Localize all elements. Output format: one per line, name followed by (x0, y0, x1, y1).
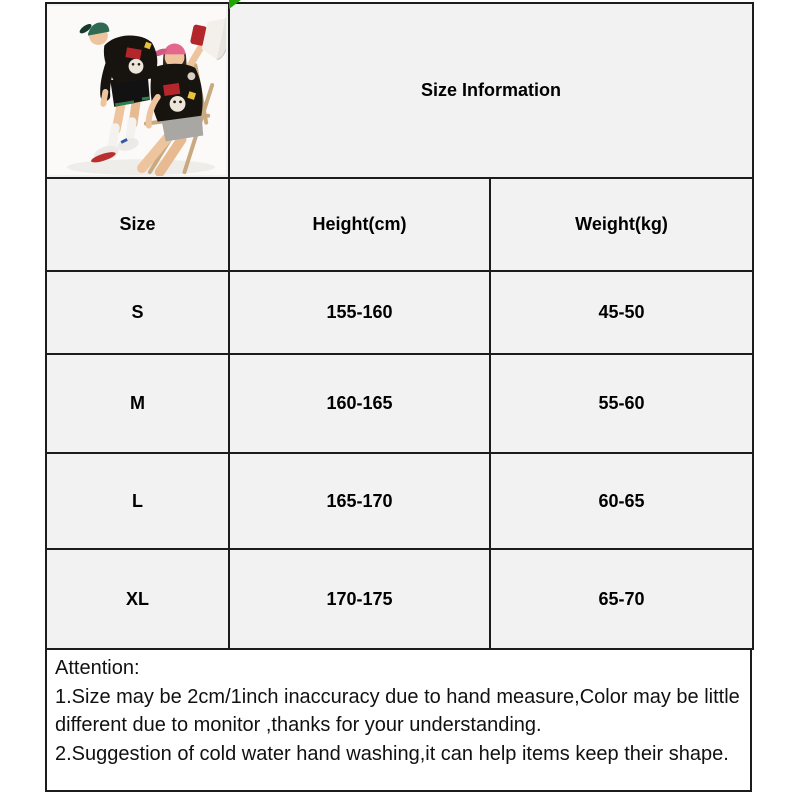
table-row-xl (46, 549, 753, 649)
weight-value: 45-50 (490, 271, 753, 354)
size-label: L (46, 453, 229, 549)
photo-title-row (46, 3, 753, 178)
product-photo-cell (46, 3, 229, 178)
column-header-height: Height(cm) (229, 178, 490, 271)
table-row-m (46, 354, 753, 453)
page-title: Size Information (421, 80, 562, 100)
size-label: M (46, 354, 229, 453)
table-row-s (46, 271, 753, 354)
column-header-weight: Weight(kg) (490, 178, 753, 271)
height-value: 155-160 (229, 271, 490, 354)
column-header-size: Size (46, 178, 229, 271)
attention-note (45, 648, 752, 792)
attention-title: Attention: (55, 657, 140, 679)
weight-value: 60-65 (490, 453, 753, 549)
title-cell (229, 3, 753, 178)
size-label: S (46, 271, 229, 354)
height-value: 160-165 (229, 354, 490, 453)
table-row-l (46, 453, 753, 549)
attention-item-1: 1.Size may be 2cm/1inch inaccuracy due to hand measure,Color may be little different due to monitor ,thanks for your understanding. (55, 685, 740, 736)
weight-value: 55-60 (490, 354, 753, 453)
height-value: 165-170 (229, 453, 490, 549)
height-value: 170-175 (229, 549, 490, 649)
size-chart-sheet (45, 2, 752, 792)
size-table (45, 2, 754, 650)
product-photo (47, 5, 226, 176)
table-header-row (46, 178, 753, 271)
size-label: XL (46, 549, 229, 649)
attention-item-2: 2.Suggestion of cold water hand washing,it can help items keep their shape. (55, 742, 729, 765)
weight-value: 65-70 (490, 549, 753, 649)
